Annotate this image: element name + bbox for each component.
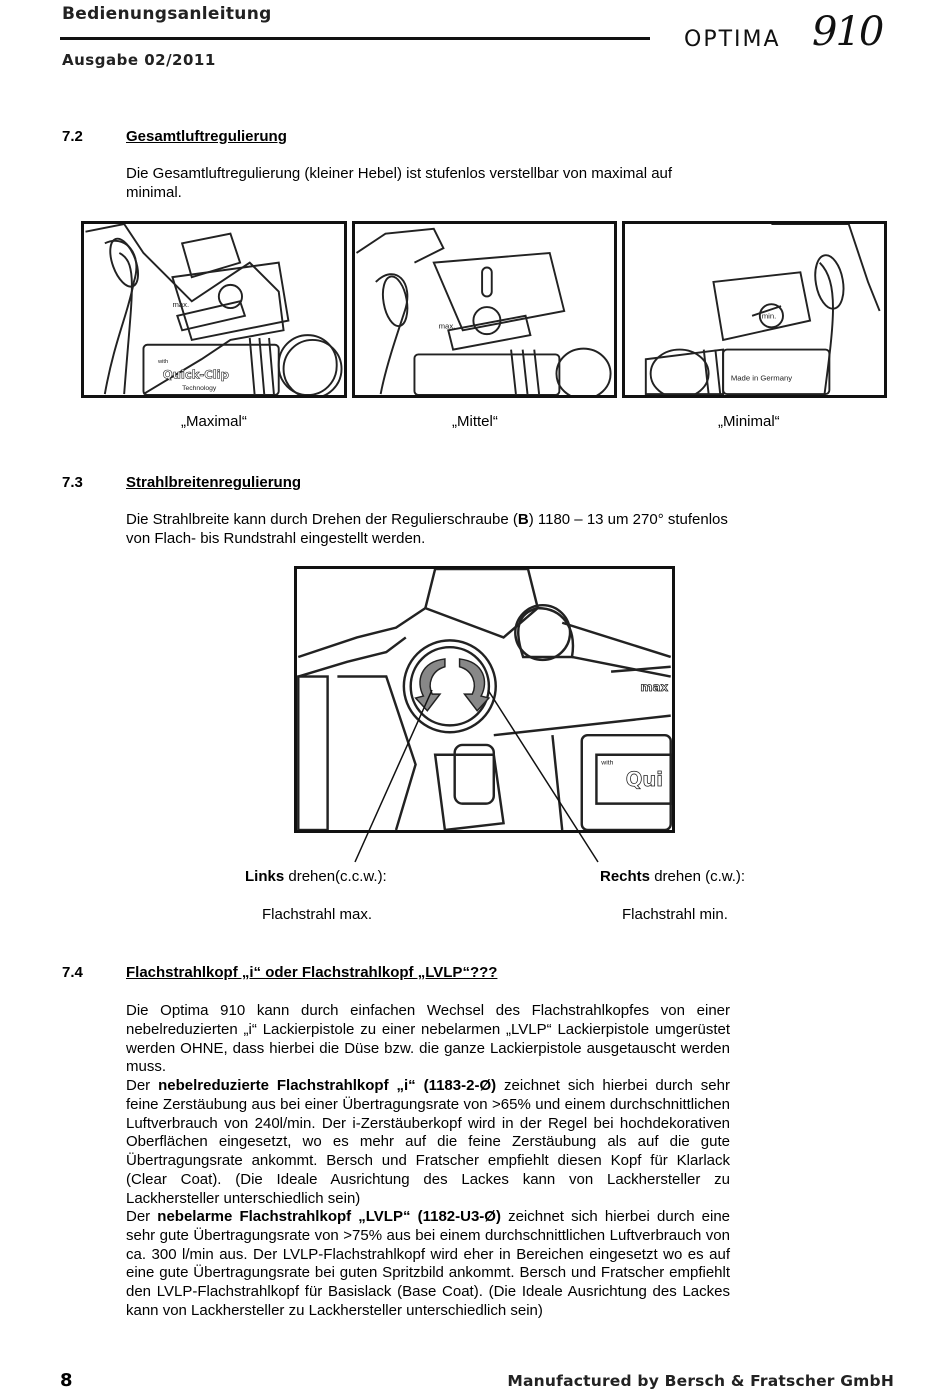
caption-rechts-drehen: Rechts drehen (c.w.): <box>600 868 746 885</box>
header-divider <box>60 37 650 40</box>
edition-label: Ausgabe 02/2011 <box>62 51 216 69</box>
section-7-2-text: Die Gesamtluftregulierung (kleiner Hebel) ist stufenlos verstellbar von maximal auf minimal. <box>126 165 673 201</box>
page-number: 8 <box>60 1370 73 1391</box>
photo-with-label: with <box>601 759 614 767</box>
photo-max-label: max. <box>172 300 190 310</box>
photo-made-in-germany: Made in Germany <box>730 373 793 383</box>
screw-letter-b: B <box>517 511 529 528</box>
logo-wordmark: OPTIMA <box>684 27 781 52</box>
photo-brand-label: Quick-Clip <box>162 367 229 382</box>
section-7-4-paragraph-2: Der nebelreduzierte Flachstrahlkopf „i“ (1183-2-Ø) zeichnet sich hierbei durch sehr feine Zerstäubung aus bei einer Übertragungsrate von >65% und einem durchschnittlichen Luftverbrauch von 240l/min. Der i-Zerstäuberkopf wird in der Regel bei hochdekorativen Oberflächen eingesetzt, wo es mehr auf die feine Zerstäubung als auf die gute Übertragungsrate ankommt. Bersch und Fratscher empfiehlt diesen Kopf für Klarlack (Clear Coat). (Die Ideale Ausrichtung des Lackes kann von Lackhersteller zu Lackhersteller unterschiedlich sein) <box>126 1077 730 1207</box>
section-7-4-number: 7.4 <box>62 964 83 981</box>
document-title: Bedienungsanleitung <box>62 4 272 24</box>
section-7-4-paragraph-3: Der nebelarme Flachstrahlkopf „LVLP“ (1182-U3-Ø) zeichnet sich hierbei durch eine sehr gute Übertragungsrate von >75% aus bei einem durchschnittlichen Luftverbrauch von ca. 300 l/min aus. Der LVLP-Flachstrahlkopf wird eher in Bereichen eingesetzt wo es auf eine gute Übertragungsrate bei guten Spritzbild ankommt. Bersch und Fratscher empfiehlt den LVLP-Flachstrahlkopf für Basislack (Base Coat). (Die Ideale Ausrichtung des Lackes kann von Lackhersteller zu Lackhersteller unterschiedlich sein) <box>126 1208 731 1319</box>
logo-model-number: 910 <box>812 9 883 55</box>
caption-links-drehen: Links drehen(c.c.w.): <box>245 868 387 885</box>
photo-air-mittel <box>352 221 617 398</box>
photo-min-label: min. <box>761 311 777 321</box>
photo-air-maximal <box>81 221 347 398</box>
photo-with-label: with <box>157 359 169 366</box>
lvlp-head-name: nebelarme Flachstrahlkopf „LVLP“ (1182-U3-Ø) <box>157 1208 501 1225</box>
spray-gun-maximal-illustration <box>84 224 344 395</box>
optima-910-logo <box>684 9 883 55</box>
photo-max-label: max <box>640 680 669 695</box>
photo-brand-label: Qui <box>625 768 663 792</box>
section-7-4-paragraph-1: Die Optima 910 kann durch einfachen Wechsel des Flachstrahlkopfes von einer nebelreduzierten „i“ Lackierpistole zu einer nebelarmen „LVLP“ Lackierpistole umgerüstet werden OHNE, dass hierbei die Düse bzw. die ganze Lackierpistole ausgetauscht werden muss. <box>126 1002 730 1076</box>
caption-flachstrahl-min: Flachstrahl min. <box>622 906 728 923</box>
i-head-name: nebelreduzierte Flachstrahlkopf „i“ (1183-2-Ø) <box>158 1077 497 1094</box>
spray-gun-mittel-illustration <box>355 224 614 395</box>
photo-brand-sub: Technology <box>182 385 217 393</box>
spray-gun-screw-illustration <box>297 569 672 830</box>
caption-mittel: „Mittel“ <box>452 413 498 430</box>
photo-air-minimal <box>622 221 887 398</box>
section-7-2-number: 7.2 <box>62 128 83 145</box>
caption-maximal: „Maximal“ <box>181 413 247 430</box>
photo-max-label: max. <box>438 321 456 331</box>
section-7-3-title: Strahlbreitenregulierung <box>126 474 302 491</box>
section-7-3-text: Die Strahlbreite kann durch Drehen der Regulierschraube (B) 1180 – 13 um 270° stufenlos von Flach- bis Rundstrahl eingestellt werden. <box>126 511 728 547</box>
section-7-2-title: Gesamtluftregulierung <box>126 128 287 145</box>
caption-minimal: „Minimal“ <box>718 413 780 430</box>
caption-flachstrahl-max: Flachstrahl max. <box>262 906 373 923</box>
spray-gun-minimal-illustration <box>625 224 884 395</box>
photo-fan-width-screw <box>294 566 675 833</box>
manufacturer-label: Manufactured by Bersch & Fratscher GmbH <box>507 1372 894 1390</box>
section-7-3-number: 7.3 <box>62 474 83 491</box>
section-7-4-title: Flachstrahlkopf „i“ oder Flachstrahlkopf „LVLP“??? <box>126 964 498 981</box>
